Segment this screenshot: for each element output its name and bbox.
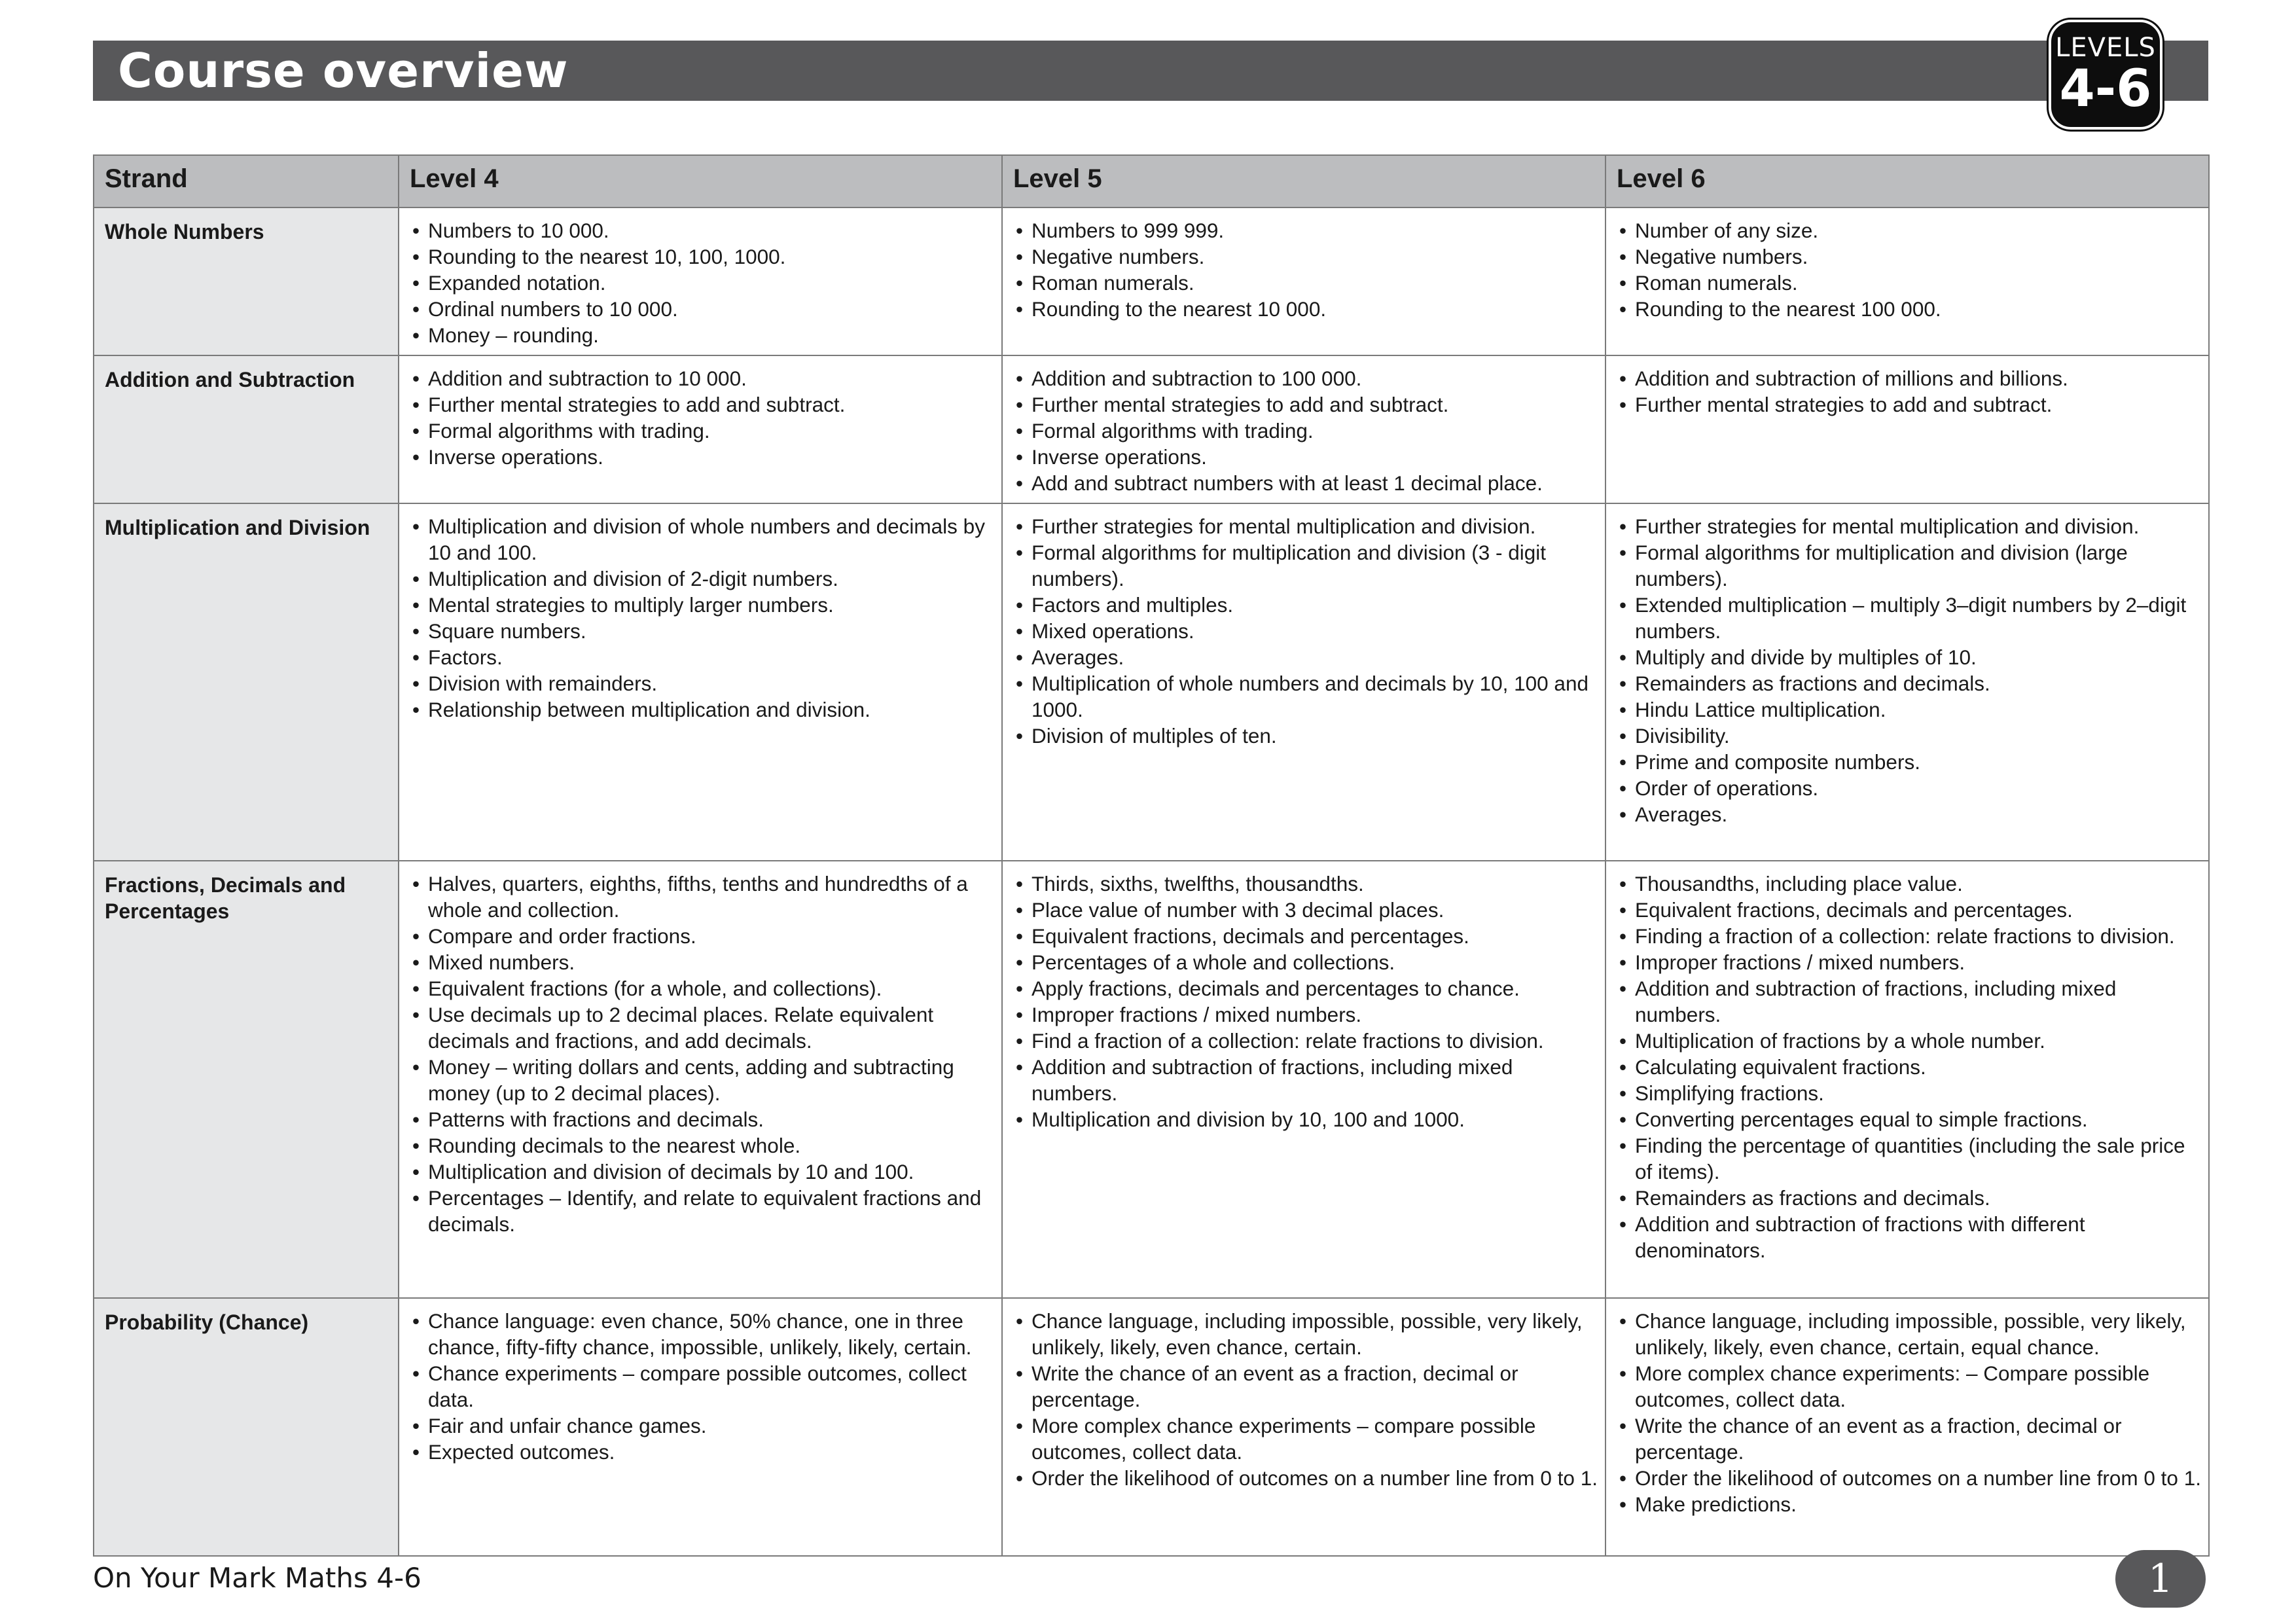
list-item: • Roman numerals. xyxy=(1016,270,1598,296)
list-item: • Formal algorithms with trading. xyxy=(1016,418,1598,444)
list-item: • Make predictions. xyxy=(1619,1491,2202,1517)
list-item: • Apply fractions, decimals and percentages to chance. xyxy=(1016,975,1598,1001)
level-5-cell xyxy=(1002,861,1605,1298)
list-item: • More complex chance experiments – compare possible outcomes, collect data. xyxy=(1016,1413,1598,1465)
list-item: • Multiplication and division by 10, 100 and 1000. xyxy=(1016,1106,1598,1132)
list-item: • Roman numerals. xyxy=(1619,270,2202,296)
level-4-cell xyxy=(399,208,1002,355)
list-item: • Formal algorithms with trading. xyxy=(412,418,995,444)
header-level-6: Level 6 xyxy=(1605,155,2209,208)
list-item: • Money – writing dollars and cents, adding and subtracting money (up to 2 decimal places). xyxy=(412,1054,995,1106)
list-item: • Expanded notation. xyxy=(412,270,995,296)
list-item: • Simplifying fractions. xyxy=(1619,1080,2202,1106)
list-item: • Improper fractions / mixed numbers. xyxy=(1016,1001,1598,1028)
level-5-cell xyxy=(1002,208,1605,355)
list-item: • Compare and order fractions. xyxy=(412,923,995,949)
list-item: • Numbers to 10 000. xyxy=(412,217,995,244)
list-item: • Further mental strategies to add and subtract. xyxy=(1016,391,1598,418)
page-number: 1 xyxy=(2115,1550,2206,1608)
level-4-cell xyxy=(399,861,1002,1298)
list-item: • Further mental strategies to add and subtract. xyxy=(1619,391,2202,418)
list-item: • Rounding to the nearest 10 000. xyxy=(1016,296,1598,322)
list-item: • Equivalent fractions, decimals and percentages. xyxy=(1619,897,2202,923)
bullet-list xyxy=(1016,365,1598,496)
header-level-4: Level 4 xyxy=(399,155,1002,208)
list-item: • Money – rounding. xyxy=(412,322,995,348)
level-5-cell xyxy=(1002,355,1605,503)
table-row xyxy=(94,355,2209,503)
list-item: • Rounding to the nearest 10, 100, 1000. xyxy=(412,244,995,270)
level-6-cell xyxy=(1605,208,2209,355)
level-5-cell xyxy=(1002,503,1605,861)
list-item: • Numbers to 999 999. xyxy=(1016,217,1598,244)
list-item: • Rounding to the nearest 100 000. xyxy=(1619,296,2202,322)
list-item: • Converting percentages equal to simple fractions. xyxy=(1619,1106,2202,1132)
list-item: • Order of operations. xyxy=(1619,775,2202,801)
list-item: • Calculating equivalent fractions. xyxy=(1619,1054,2202,1080)
bullet-list xyxy=(412,871,995,1237)
bullet-list xyxy=(412,217,995,348)
list-item: • Further mental strategies to add and subtract. xyxy=(412,391,995,418)
list-item: • Improper fractions / mixed numbers. xyxy=(1619,949,2202,975)
list-item: • Extended multiplication – multiply 3–digit numbers by 2–digit numbers. xyxy=(1619,592,2202,644)
list-item: • Addition and subtraction to 10 000. xyxy=(412,365,995,391)
list-item: • Relationship between multiplication and division. xyxy=(412,696,995,723)
level-5-cell xyxy=(1002,1298,1605,1556)
strand-cell: Fractions, Decimals and Percentages xyxy=(94,861,399,1298)
table-body xyxy=(94,208,2209,1556)
list-item: • Multiplication of fractions by a whole number. xyxy=(1619,1028,2202,1054)
title-bar xyxy=(93,41,2208,101)
level-4-cell xyxy=(399,1298,1002,1556)
list-item: • Multiplication and division of 2-digit numbers. xyxy=(412,566,995,592)
bullet-list xyxy=(412,513,995,723)
levels-badge xyxy=(2049,20,2162,130)
list-item: • Halves, quarters, eighths, fifths, tenths and hundredths of a whole and collection. xyxy=(412,871,995,923)
list-item: • More complex chance experiments: – Compare possible outcomes, collect data. xyxy=(1619,1360,2202,1413)
list-item: • Write the chance of an event as a fraction, decimal or percentage. xyxy=(1619,1413,2202,1465)
list-item: • Further strategies for mental multiplication and division. xyxy=(1619,513,2202,539)
list-item: • Square numbers. xyxy=(412,618,995,644)
table-row xyxy=(94,503,2209,861)
strand-cell: Multiplication and Division xyxy=(94,503,399,861)
bullet-list xyxy=(1016,1308,1598,1491)
list-item: • Inverse operations. xyxy=(1016,444,1598,470)
list-item: • Chance language, including impossible, possible, very likely, unlikely, likely, even chance, certain, equal chance. xyxy=(1619,1308,2202,1360)
list-item: • Equivalent fractions (for a whole, and collections). xyxy=(412,975,995,1001)
bullet-list xyxy=(1016,513,1598,749)
list-item: • Negative numbers. xyxy=(1619,244,2202,270)
list-item: • Use decimals up to 2 decimal places. Relate equivalent decimals and fractions, and add decimals. xyxy=(412,1001,995,1054)
list-item: • Factors. xyxy=(412,644,995,670)
level-4-cell xyxy=(399,355,1002,503)
level-6-cell xyxy=(1605,355,2209,503)
list-item: • Chance experiments – compare possible outcomes, collect data. xyxy=(412,1360,995,1413)
level-6-cell xyxy=(1605,503,2209,861)
list-item: • Divisibility. xyxy=(1619,723,2202,749)
bullet-list xyxy=(1016,217,1598,322)
list-item: • Factors and multiples. xyxy=(1016,592,1598,618)
table-row xyxy=(94,1298,2209,1556)
list-item: • Formal algorithms for multiplication and division (large numbers). xyxy=(1619,539,2202,592)
list-item: • Equivalent fractions, decimals and percentages. xyxy=(1016,923,1598,949)
list-item: • Fair and unfair chance games. xyxy=(412,1413,995,1439)
course-overview-table xyxy=(93,154,2210,1557)
list-item: • Multiply and divide by multiples of 10. xyxy=(1619,644,2202,670)
list-item: • Rounding decimals to the nearest whole. xyxy=(412,1132,995,1159)
header-level-5: Level 5 xyxy=(1002,155,1605,208)
bullet-list xyxy=(1619,217,2202,322)
list-item: • Hindu Lattice multiplication. xyxy=(1619,696,2202,723)
list-item: • Order the likelihood of outcomes on a number line from 0 to 1. xyxy=(1619,1465,2202,1491)
footer-title: On Your Mark Maths 4-6 xyxy=(93,1562,422,1594)
list-item: • Averages. xyxy=(1619,801,2202,827)
bullet-list xyxy=(1016,871,1598,1132)
list-item: • Mental strategies to multiply larger numbers. xyxy=(412,592,995,618)
list-item: • Write the chance of an event as a fraction, decimal or percentage. xyxy=(1016,1360,1598,1413)
bullet-list xyxy=(1619,1308,2202,1517)
list-item: • Finding a fraction of a collection: relate fractions to division. xyxy=(1619,923,2202,949)
bullet-list xyxy=(412,365,995,470)
list-item: • Find a fraction of a collection: relate fractions to division. xyxy=(1016,1028,1598,1054)
list-item: • Division of multiples of ten. xyxy=(1016,723,1598,749)
list-item: • Inverse operations. xyxy=(412,444,995,470)
list-item: • Addition and subtraction to 100 000. xyxy=(1016,365,1598,391)
list-item: • Negative numbers. xyxy=(1016,244,1598,270)
bullet-list xyxy=(1619,513,2202,827)
list-item: • Averages. xyxy=(1016,644,1598,670)
list-item: • Mixed operations. xyxy=(1016,618,1598,644)
list-item: • Addition and subtraction of millions and billions. xyxy=(1619,365,2202,391)
list-item: • Chance language: even chance, 50% chance, one in three chance, fifty-fifty chance, impossible, unlikely, likely, certain. xyxy=(412,1308,995,1360)
list-item: • Multiplication and division of whole numbers and decimals by 10 and 100. xyxy=(412,513,995,566)
bullet-list xyxy=(1619,365,2202,418)
strand-cell: Whole Numbers xyxy=(94,208,399,355)
strand-cell: Probability (Chance) xyxy=(94,1298,399,1556)
bullet-list xyxy=(412,1308,995,1465)
list-item: • Thirds, sixths, twelfths, thousandths. xyxy=(1016,871,1598,897)
header-strand: Strand xyxy=(94,155,399,208)
list-item: • Remainders as fractions and decimals. xyxy=(1619,670,2202,696)
list-item: • Addition and subtraction of fractions with different denominators. xyxy=(1619,1211,2202,1263)
list-item: • Addition and subtraction of fractions, including mixed numbers. xyxy=(1619,975,2202,1028)
list-item: • Formal algorithms for multiplication and division (3 - digit numbers). xyxy=(1016,539,1598,592)
list-item: • Thousandths, including place value. xyxy=(1619,871,2202,897)
levels-badge-label: LEVELS xyxy=(2055,33,2156,63)
list-item: • Add and subtract numbers with at least 1 decimal place. xyxy=(1016,470,1598,496)
list-item: • Patterns with fractions and decimals. xyxy=(412,1106,995,1132)
list-item: • Expected outcomes. xyxy=(412,1439,995,1465)
list-item: • Multiplication and division of decimals by 10 and 100. xyxy=(412,1159,995,1185)
table-row xyxy=(94,208,2209,355)
list-item: • Number of any size. xyxy=(1619,217,2202,244)
list-item: • Percentages of a whole and collections. xyxy=(1016,949,1598,975)
table-header-row xyxy=(94,155,2209,208)
list-item: • Ordinal numbers to 10 000. xyxy=(412,296,995,322)
level-6-cell xyxy=(1605,1298,2209,1556)
levels-badge-range: 4-6 xyxy=(2059,60,2152,118)
list-item: • Addition and subtraction of fractions, including mixed numbers. xyxy=(1016,1054,1598,1106)
list-item: • Finding the percentage of quantities (including the sale price of items). xyxy=(1619,1132,2202,1185)
list-item: • Mixed numbers. xyxy=(412,949,995,975)
list-item: • Division with remainders. xyxy=(412,670,995,696)
level-4-cell xyxy=(399,503,1002,861)
list-item: • Remainders as fractions and decimals. xyxy=(1619,1185,2202,1211)
list-item: • Chance language, including impossible, possible, very likely, unlikely, likely, even chance, certain. xyxy=(1016,1308,1598,1360)
list-item: • Percentages – Identify, and relate to equivalent fractions and decimals. xyxy=(412,1185,995,1237)
list-item: • Place value of number with 3 decimal places. xyxy=(1016,897,1598,923)
list-item: • Further strategies for mental multiplication and division. xyxy=(1016,513,1598,539)
strand-cell: Addition and Subtraction xyxy=(94,355,399,503)
list-item: • Multiplication of whole numbers and decimals by 10, 100 and 1000. xyxy=(1016,670,1598,723)
table-row xyxy=(94,861,2209,1298)
bullet-list xyxy=(1619,871,2202,1263)
list-item: • Order the likelihood of outcomes on a number line from 0 to 1. xyxy=(1016,1465,1598,1491)
level-6-cell xyxy=(1605,861,2209,1298)
page-title: Course overview xyxy=(118,43,569,98)
list-item: • Prime and composite numbers. xyxy=(1619,749,2202,775)
